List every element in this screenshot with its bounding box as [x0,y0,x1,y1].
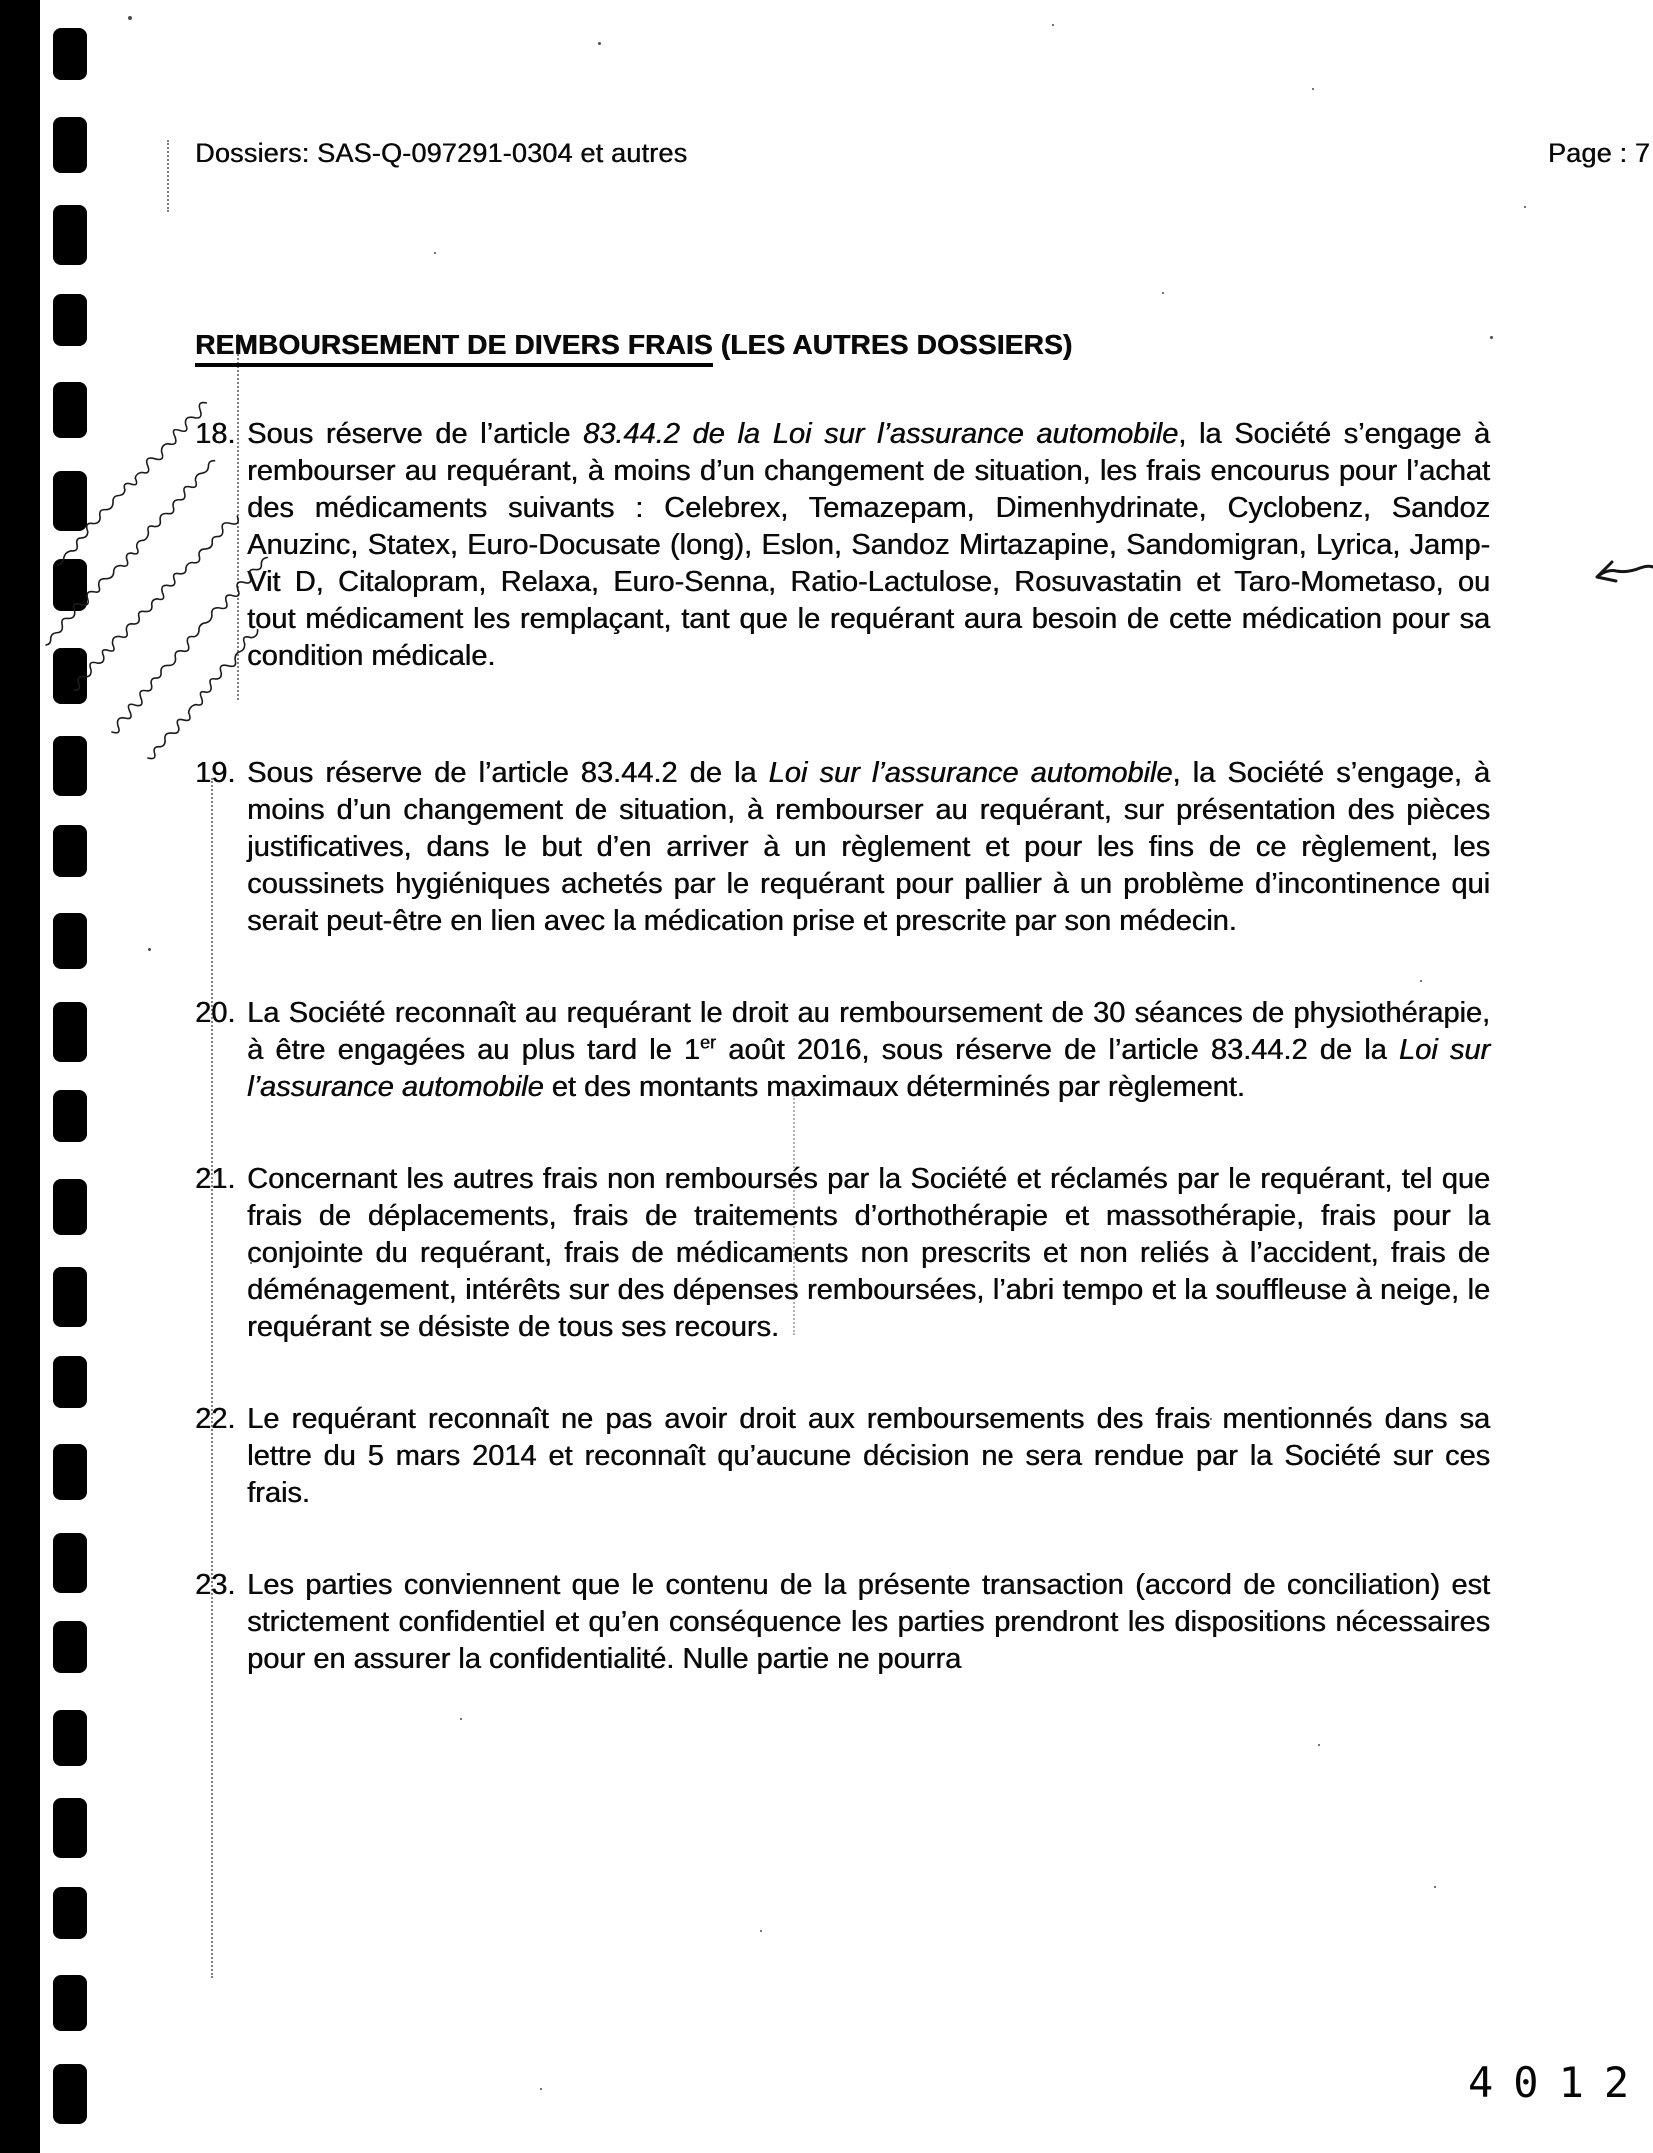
binding-hole [53,825,87,877]
paragraph-number: 18. [195,418,236,450]
binding-hole [53,1444,87,1500]
folio-stamp-number: 4012 [1468,2058,1650,2107]
paragraph-text: Sous réserve de l’article 83.44.2 de la Loi sur l’assurance automobile, la Société s’engage à rembourser au requérant, à moins d’un changement de situation, les frais encourus pour l’achat des médicaments suivants : Celebrex, Temazepam, Dimenhydrinate, Cyclobenz, Sandoz Anuzinc, Statex, Euro-Docusate (long), Eslon, Sandoz Mirtazapine, Sandomigran, Lyrica, Jamp-Vit D, Citalopram, Relaxa, Euro-Senna, Ratio-Lactulose, Rosuvastatin et Taro-Mometaso, ou tout médicament les remplaçant, tant que le requérant aura besoin de cette médication pour sa condition médicale. [247,418,1490,672]
binding-hole [53,1887,87,1939]
paragraph-22 [195,1401,1490,1512]
page-content [195,138,1650,1678]
binding-hole [53,1179,87,1235]
paragraph-number: 21. [195,1163,236,1195]
binding-hole [53,1710,87,1766]
binding-hole [53,294,87,346]
section-title-rest: (LES AUTRES DOSSIERS) [712,329,1073,360]
paragraph-19 [195,755,1490,940]
page-number: Page : 7 [1547,138,1650,168]
scan-speck [460,1718,462,1720]
paragraph-number: 20. [195,997,236,1029]
paragraph-text: Sous réserve de l’article 83.44.2 de la Loi sur l’assurance automobile, la Société s’engage, à moins d’un changement de situation, à rembourser au requérant, sur présentation des pièces justificatives, dans le but d’en arriver à un règlement et pour les fins de ce règlement, les coussinets hygiéniques achetés par le requérant pour pallier à un problème d’incontinence qui serait peut-être en lien avec la médication prise et prescrite par son médecin. [247,757,1491,937]
binding-hole [53,28,87,80]
paragraph-text: Le requérant reconnaît ne pas avoir droit aux remboursements des frais mentionnés dans sa lettre du 5 mars 2014 et reconnaît qu’aucune décision ne sera rendue par la Société sur ces frais. [247,1403,1490,1509]
paragraph-number: 23. [195,1569,236,1601]
section-title [195,329,1650,361]
paragraph-number: 22. [195,1403,236,1435]
paragraph-list [195,416,1490,1678]
binding-hole [53,913,87,969]
scan-speck [148,948,151,951]
paragraph-23 [195,1567,1490,1678]
handwriting-stroke [148,630,258,759]
handwriting-stroke [74,516,238,690]
binding-hole [53,1002,87,1062]
scan-speck [1318,1744,1320,1746]
scan-speck [540,2088,542,2090]
paragraph-21 [195,1161,1490,1346]
binding-hole [53,1356,87,1408]
paragraph-text: Les parties conviennent que le contenu de la présente transaction (accord de conciliation) est strictement confidentiel et qu’en conséquence les parties prendront les dispositions nécessaires pour en assurer la confidentialité. Nulle partie ne pourra [247,1569,1490,1675]
binding-hole [53,1533,87,1593]
binding-hole [53,1975,87,2031]
margin-ruling-artifact [167,140,169,212]
page-header [195,138,1650,169]
handwriting-stroke [46,461,215,645]
scan-speck [760,1930,762,1932]
binding-hole [53,1621,87,1673]
paragraph-text: La Société reconnaît au requérant le droit au remboursement de 30 séances de physiothérapie, à être engagées au plus tard le 1er août 2016, sous réserve de l’article 83.44.2 de la Loi sur l’assurance automobile et des montants maximaux déterminés par règlement. [247,997,1491,1103]
paragraph-number: 19. [195,757,236,789]
scan-speck [128,16,132,20]
scan-speck [598,42,601,45]
handwritten-margin-note [28,360,288,770]
binding-hole [53,117,87,173]
handwriting-stroke [58,403,206,565]
binding-hole [53,1798,87,1858]
binding-hole [53,1090,87,1142]
handwritten-arrow-icon [1592,548,1653,600]
dossier-number: Dossiers: SAS-Q-097291-0304 et autres [195,138,688,168]
binding-black-edge [0,0,40,2153]
binding-hole [53,205,87,265]
scan-speck [1052,24,1054,26]
paragraph-18 [195,416,1490,675]
binding-hole [53,2064,87,2124]
section-title-underlined: REMBOURSEMENT DE DIVERS FRAIS [195,329,713,367]
binding-hole [53,1267,87,1327]
paragraph-text: Concernant les autres frais non remboursés par la Société et réclamés par le requérant, tel que frais de déplacements, frais de traitements d’orthothérapie et massothérapie, frais pour la conjointe du requérant, frais de médicaments non prescrits et non reliés à l’accident, frais de déménagement, intérêts sur des dépenses remboursées, l’abri tempo et la souffleuse à neige, le requérant se désiste de tous ses recours. [247,1163,1490,1343]
scan-speck [1434,1886,1436,1888]
paragraph-20 [195,995,1490,1106]
scan-speck [1312,88,1314,90]
